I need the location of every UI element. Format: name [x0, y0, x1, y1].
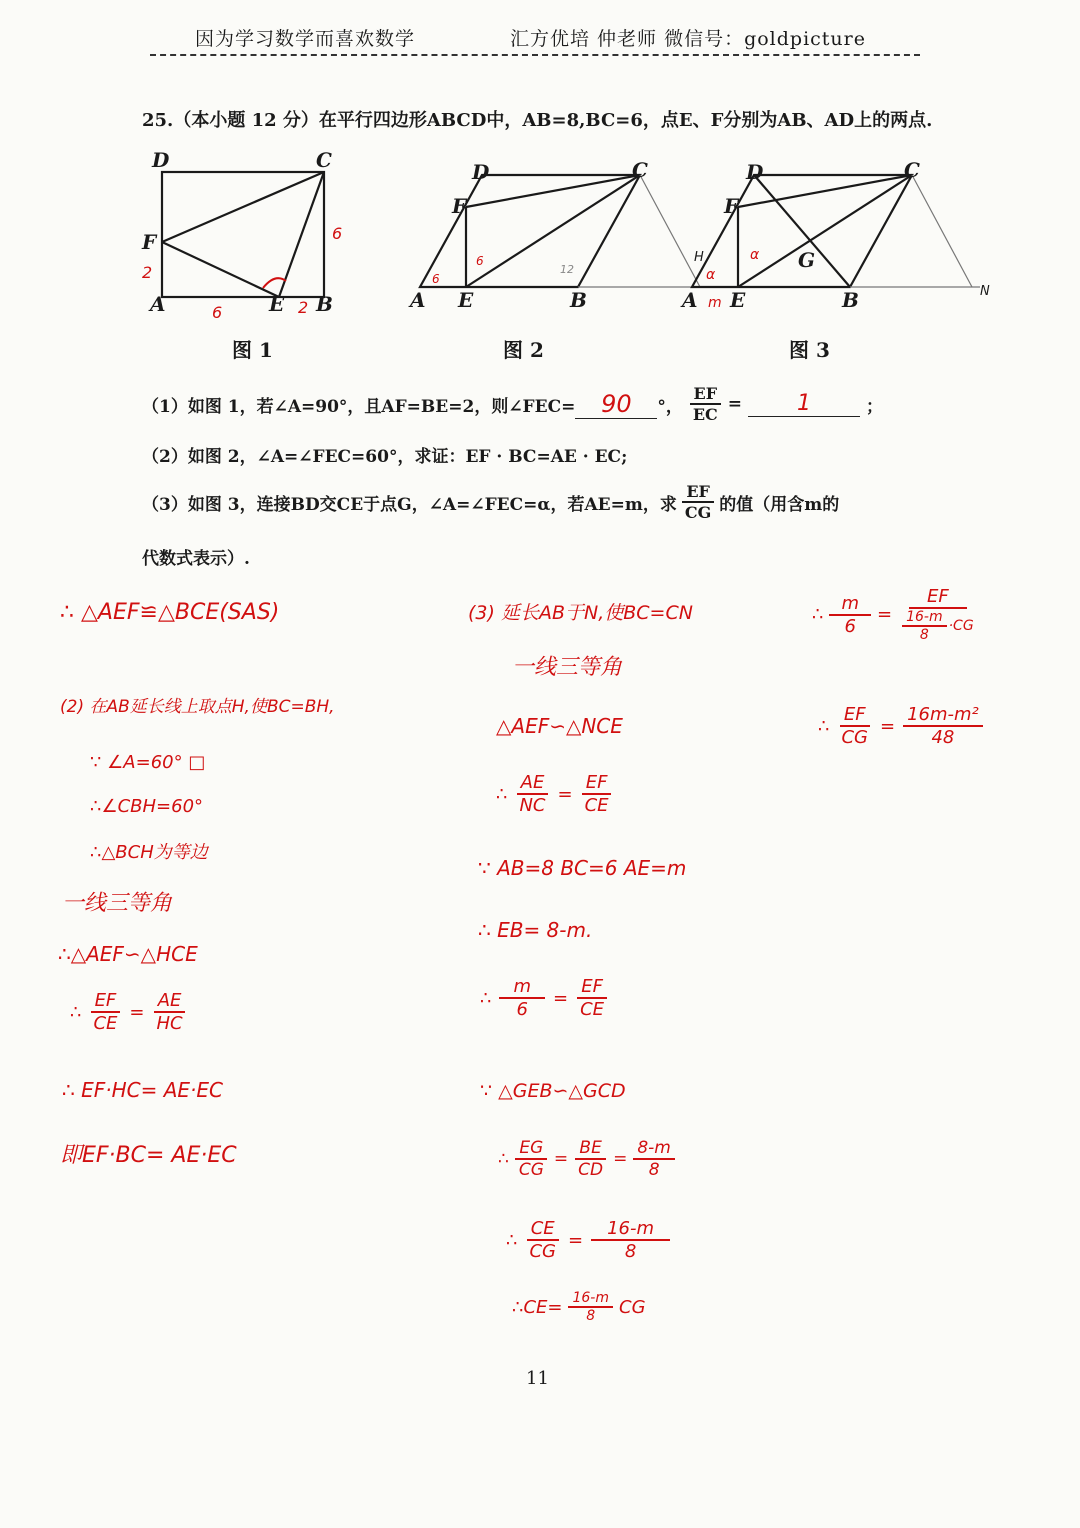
fig1-line-ec	[279, 172, 324, 297]
fig2-mark-angle-b: 12	[560, 263, 574, 276]
hw-col2-line6: ∴ EB= 8-m.	[478, 918, 593, 942]
hw-col2-ratio3: ∴ $\frac{EG}{CG}$ = $\frac{BE}{CD}$ = $\frac{8-m}{8}$	[498, 1138, 675, 1180]
fig1-mark-af: 2	[142, 263, 153, 282]
hw-col2-frac-ae-nc: $\frac{AE}{NC}$	[515, 772, 549, 816]
q3-frac-den: CG	[684, 503, 712, 522]
fig3-mark-m: m	[708, 295, 722, 311]
fig1-line-fe	[162, 242, 279, 297]
fig1-label-f: F	[142, 230, 157, 254]
q1-frac-den: EC	[692, 405, 718, 424]
hw-col2-therefore-c: ∴	[498, 1149, 509, 1169]
fig3-label-d: D	[746, 160, 764, 184]
q3-fraction	[681, 482, 715, 522]
fig3-label-a: A	[682, 288, 698, 312]
hw-col2-line2: 一线三等角	[512, 655, 623, 680]
hw-col1-ratio: ∴ $\frac{EF}{CE}$ = $\frac{AE}{HC}$	[70, 990, 187, 1034]
hw-col3-therefore-a: ∴	[812, 604, 824, 625]
hw-col1-line4: ∴∠CBH=60°	[90, 796, 204, 817]
header-divider	[150, 54, 920, 56]
hw-col2-frac-ef-ce-2: $\frac{EF}{CE}$	[576, 976, 608, 1020]
hw-col1-line10: 即EF·BC= AE·EC	[60, 1143, 237, 1168]
question-1	[142, 384, 883, 424]
hw-col1-line1: ∴ △AEF≌△BCE(SAS)	[60, 600, 280, 625]
hw-col3-frac-m-6: $\frac{m}{6}$	[829, 593, 871, 637]
hw-col2-ratio5: ∴CE= $\frac{16-m}{8}$ CG	[512, 1290, 646, 1324]
hw-col2-therefore-b: ∴	[480, 987, 492, 1009]
hw-col3-therefore-b: ∴	[818, 715, 830, 737]
q1-answer-ratio: 1	[748, 391, 860, 417]
hw-col2-line1: (3) 延长AB于N,使BC=CN	[468, 602, 693, 624]
hw-col2-frac-ef-ce: $\frac{EF}{CE}$	[581, 772, 613, 816]
hw-col2-frac-ce-expr: $\frac{16-m}{8}$	[568, 1290, 613, 1324]
problem-stem: 25.（本小题 12 分）在平行四边形ABCD中，AB=8,BC=6，点E、F分别为AB、AD上的两点.	[142, 110, 933, 131]
hw-col2-line8: ∵ △GEB∽△GCD	[480, 1080, 626, 1102]
hw-col1-line6: 一线三等角	[62, 891, 173, 916]
fig1-mark-bc: 6	[332, 224, 343, 243]
q1-fraction	[689, 384, 722, 424]
fig1-label-d: D	[152, 148, 170, 172]
hw-col2-frac-16m-8: $\frac{16-m}{8}$	[591, 1218, 670, 1262]
hw-col2-frac-eg-cg: $\frac{EG}{CG}$	[515, 1138, 548, 1180]
fig3-label-g: G	[798, 248, 816, 272]
header-left: 因为学习数学而喜欢数学	[195, 28, 416, 50]
figure-3	[680, 155, 1000, 325]
fig3-label-f: F	[724, 194, 739, 218]
fig2-parallelogram	[420, 175, 640, 287]
fig2-label-a: A	[410, 288, 426, 312]
hw-col3-frac-result: $\frac{\text{16m-m²}}{48}$	[903, 704, 983, 748]
hw-col3-ratio1: ∴ $\frac{m}{6}$ = EF $\frac{16-m}{8}$ ·CG	[812, 586, 978, 643]
fig2-label-f: F	[452, 194, 467, 218]
hw-col2-therefore-d: ∴	[506, 1229, 518, 1251]
fig3-label-n: N	[980, 284, 990, 299]
fig2-label-d: D	[472, 160, 490, 184]
figure-2	[400, 155, 710, 325]
hw-col2-line5: ∵ AB=8 BC=6 AE=m	[478, 856, 687, 880]
q1-answer-angle: 90	[575, 390, 657, 419]
fig2-label-b: B	[570, 288, 587, 312]
hw-col2-frac-8m-8: $\frac{8-m}{8}$	[633, 1138, 675, 1180]
hw-col2-therefore-a: ∴	[496, 783, 508, 805]
hw-col2-ratio1: ∴ $\frac{AE}{NC}$ = $\frac{EF}{CE}$	[496, 772, 613, 816]
hw-col1-therefore-a: ∴	[70, 1001, 82, 1023]
hw-col2-frac-m-6: $\frac{m}{6}$	[499, 976, 545, 1020]
fig2-mark-angle-a: 6	[432, 272, 440, 286]
fig1-line-fc	[162, 172, 324, 242]
hw-col1-line5: ∴△BCH为等边	[90, 842, 208, 863]
fig1-label-b: B	[316, 292, 333, 316]
fig3-label-h: H	[694, 250, 704, 265]
fig3-caption: 图 3	[789, 338, 830, 362]
q1-degree: °，	[657, 396, 683, 417]
q3-suffix: 的值（用含m的	[719, 494, 840, 515]
q1-frac-num: EF	[690, 384, 722, 405]
fig3-mark-alpha-a: α	[706, 267, 716, 283]
hw-col3-ratio2: ∴ $\frac{EF}{CG}$ = $\frac{\text{16m-m²}}{48}$	[818, 704, 983, 748]
hw-col1-line2: (2) 在AB延长线上取点H,使BC=BH,	[60, 697, 335, 717]
q1-end: ；	[866, 396, 884, 417]
question-2: （2）如图 2，∠A=∠FEC=60°，求证：EF · BC=AE · EC;	[142, 447, 628, 467]
hw-col1-line7: ∴△AEF∽△HCE	[58, 942, 198, 966]
fig3-label-e: E	[730, 288, 746, 312]
hw-col2-frac-ce-cg: $\frac{CE}{CG}$	[525, 1218, 560, 1262]
fig3-label-b: B	[842, 288, 859, 312]
fig1-mark-ae: 6	[212, 303, 223, 322]
hw-col2-frac-be-cd: $\frac{BE}{CD}$	[574, 1138, 607, 1180]
question-3	[142, 482, 839, 522]
hw-col2-ratio4: ∴ $\frac{CE}{CG}$ = $\frac{16-m}{8}$	[506, 1218, 670, 1262]
fig3-mark-alpha-fec: α	[750, 247, 760, 263]
header-right: 汇方优培 仲老师 微信号：goldpicture	[510, 28, 866, 50]
hw-col1-frac-ae-hc: $\frac{AE}{HC}$	[153, 990, 187, 1034]
fig3-extension-cn	[912, 175, 972, 287]
fig1-label-a: A	[150, 292, 166, 316]
fig1-label-c: C	[316, 148, 332, 172]
q1-equals: =	[727, 394, 743, 414]
hw-col1-frac-ef-ce: $\frac{EF}{CE}$	[89, 990, 121, 1034]
fig2-caption: 图 2	[503, 338, 544, 362]
fig2-label-e: E	[458, 288, 474, 312]
fig1-mark-eb: 2	[298, 298, 309, 317]
fig1-caption: 图 1	[232, 338, 273, 362]
fig3-label-c: C	[904, 158, 920, 182]
fig1-label-e: E	[269, 292, 285, 316]
hw-col1-line3: ∵ ∠A=60° □	[90, 752, 206, 773]
q1-prefix: （1）如图 1，若∠A=90°，且AF=BE=2，则∠FEC=	[142, 396, 576, 417]
fig2-mark-angle-fec: 6	[476, 254, 484, 268]
hw-col3-frac-ef-cg: $\frac{EF}{CG}$	[841, 704, 868, 748]
page-number: 11	[526, 1368, 549, 1389]
fig2-label-c: C	[632, 158, 648, 182]
hw-col2-line3: △AEF∽△NCE	[496, 714, 623, 738]
hw-col2-ratio2: ∴ $\frac{m}{6}$ = $\frac{EF}{CE}$	[480, 976, 608, 1020]
question-3-line2: 代数式表示）.	[142, 549, 250, 569]
figure-1	[130, 145, 350, 325]
q3-prefix: （3）如图 3，连接BD交CE于点G，∠A=∠FEC=α，若AE=m，求	[142, 494, 677, 515]
hw-col1-line9: ∴ EF·HC= AE·EC	[62, 1078, 223, 1102]
fig1-rectangle	[162, 172, 324, 297]
q3-frac-num: EF	[682, 482, 714, 503]
hw-col3-frac-ef-expr: EF $\frac{16-m}{8}$ ·CG	[898, 586, 978, 643]
